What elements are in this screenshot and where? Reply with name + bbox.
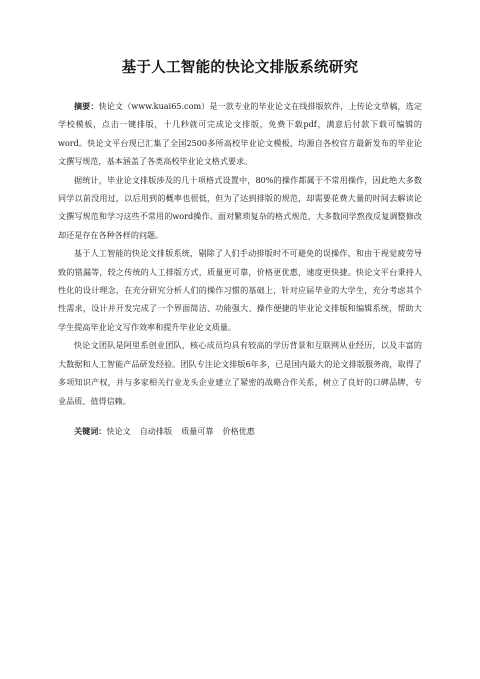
body-paragraph-2: 基于人工智能的快论文排版系统，剔除了人们手动排版时不可避免的误操作，和由于视觉疲劳导致的错漏等，较之传统的人工排版方式，质量更可靠，价格更优惠，速度更快捷。快论文平台秉持人性化的设计理念，在充分研究分析人们的操作习惯的基础上，针对应届毕业的大学生，充分考虑其个性需求，设计并开发完成了一个界面简洁、功能强大、操作便捷的毕业论文排版和编辑系统，帮助大学生提高毕业论文写作效率和提升毕业论文质量。	[58, 248, 422, 332]
body-paragraph-3: 快论文团队是阿里系创业团队，核心成员均具有较高的学历背景和互联网从业经历，以及丰富的大数据和人工智能产品研发经验。团队专注论文排版6年多，已是国内最大的论文排版服务商，取得了多项知识产权，并与多家相关行业龙头企业建立了紧密的战略合作关系，树立了良好的口碑品牌，专业品质、值得信赖。	[58, 340, 422, 406]
abstract-paragraph	[58, 97, 422, 171]
abstract-text: 快论文（www.kuai65.com）是一款专业的毕业论文在线排版软件，上传论文草稿，选定学校模板，点击一键排版，十几秒就可完成论文排版，免费下载pdf，满意后付款下载可编辑的word。快论文平台现已汇集了全国2500多所高校毕业论文模板，均源自各校官方最新发布的毕业论文撰写规范，基本涵盖了各类高校毕业论文格式要求。	[58, 101, 422, 167]
keyword-item: 价格优惠	[222, 425, 255, 436]
abstract-label: 摘要：	[74, 101, 99, 111]
document-title: 基于人工智能的快论文排版系统研究	[121, 60, 359, 76]
keyword-item: 快论文	[106, 425, 131, 436]
keyword-item: 质量可靠	[181, 425, 214, 436]
keywords-line	[58, 422, 422, 440]
body-paragraph-1: 据统计，毕业论文排版涉及的几十项格式设置中，80%的操作都属于不常用操作，因此绝大多数同学以前没用过，以后用到的概率也很低，但为了达到排版的规范，却需要花费大量的时间去解读论文撰写规范和学习这些不常用的word操作。面对繁琐复杂的格式规范，大多数同学熬夜反复调整修改却还是存在各种各样的问题。	[58, 174, 422, 240]
keyword-item: 自动排版	[139, 425, 173, 436]
keywords-label: 关键词：	[74, 425, 107, 436]
